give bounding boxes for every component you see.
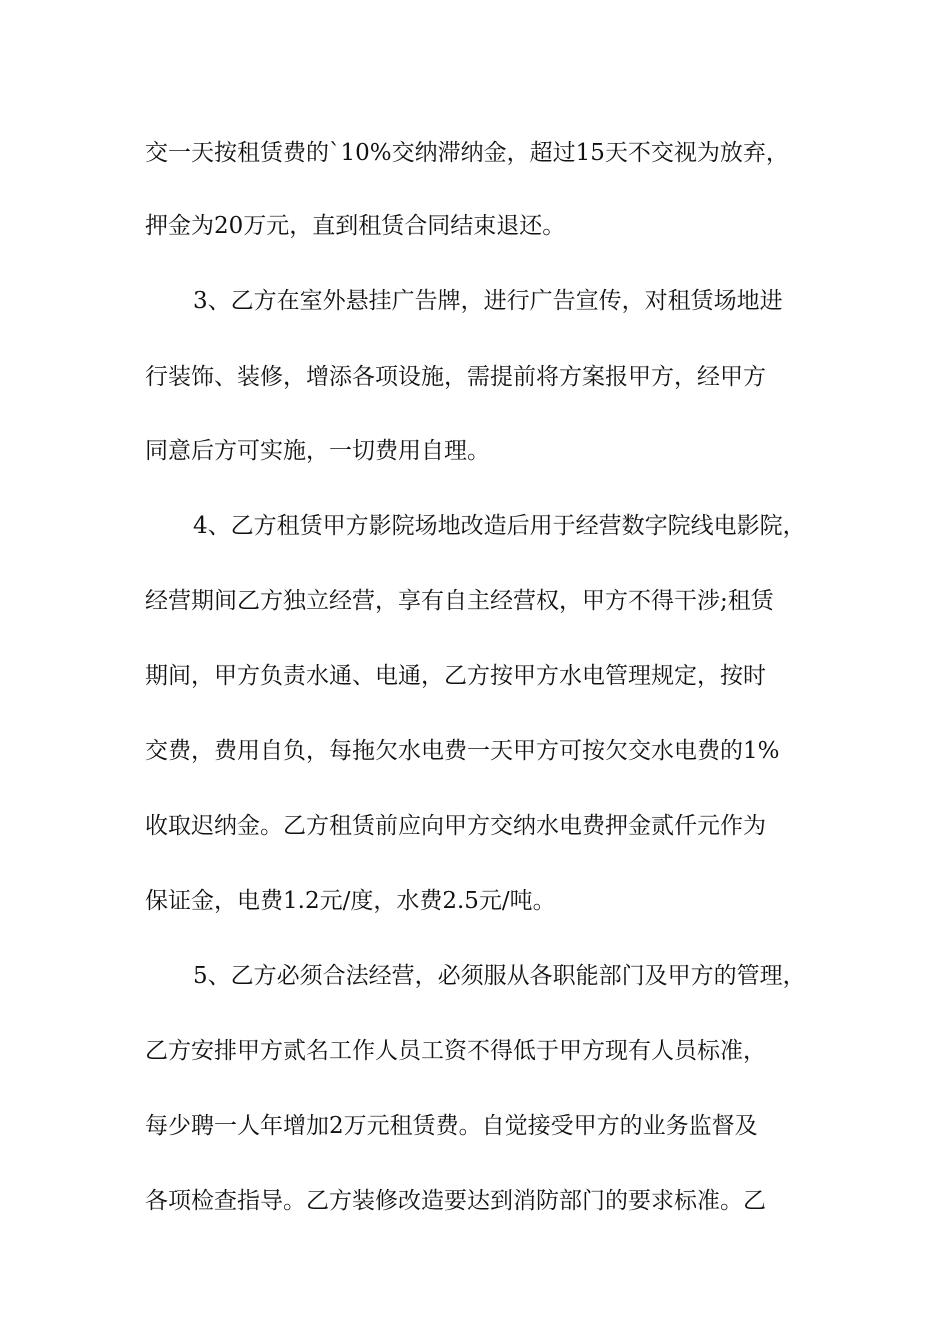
text-line: 收取迟纳金。乙方租赁前应向甲方交纳水电费押金贰仟元作为 [145,813,766,839]
text-line: 各项检查指导。乙方装修改造要达到消防部门的要求标准。乙 [145,1188,766,1214]
text-line: 期间，甲方负责水通、电通，乙方按甲方水电管理规定，按时 [145,663,766,689]
text-line: 经营期间乙方独立经营，享有自主经营权，甲方不得干涉;租赁 [145,588,774,614]
text-line: 交费，费用自负，每拖欠水电费一天甲方可按欠交水电费的1% [145,738,780,764]
text-line: 行装饰、装修，增添各项设施，需提前将方案报甲方，经甲方 [145,364,766,390]
text-line: 交一天按租赁费的`10%交纳滞纳金，超过15天不交视为放弃， [145,140,789,166]
text-line: 保证金，电费1.2元/度，水费2.5元/吨。 [145,888,556,914]
paragraph-5-start: 5、乙方必须合法经营，必须服从各职能部门及甲方的管理， [193,963,806,989]
text-line: 同意后方可实施，一切费用自理。 [145,438,490,464]
paragraph-4-start: 4、乙方租赁甲方影院场地改造后用于经营数字院线电影院， [193,513,806,539]
paragraph-3-start: 3、乙方在室外悬挂广告牌，进行广告宣传，对租赁场地进 [193,288,783,314]
text-line: 押金为20万元，直到租赁合同结束退还。 [145,213,566,239]
text-line: 每少聘一人年增加2万元租赁费。自觉接受甲方的业务监督及 [145,1113,758,1139]
text-line: 乙方安排甲方贰名工作人员工资不得低于甲方现有人员标准， [145,1038,766,1064]
